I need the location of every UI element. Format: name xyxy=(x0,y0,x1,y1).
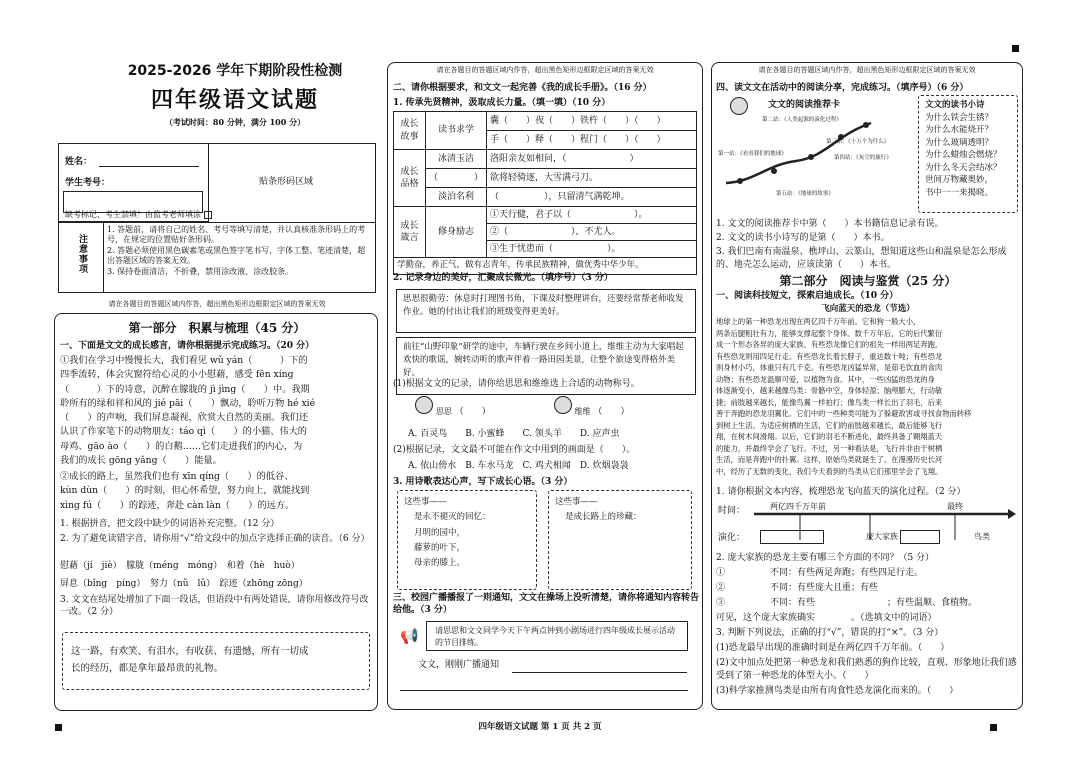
weiwei-label: 维维 xyxy=(574,407,591,416)
q5-title: 一、阅读科技短文，探索启迪成长。（10 分） xyxy=(716,291,899,301)
timeline-end: 最终 xyxy=(947,502,963,511)
evo-blank-2[interactable] xyxy=(900,530,940,544)
reply-label: 文文，刚刚广播通知 xyxy=(418,660,500,670)
evo-blank-1[interactable] xyxy=(760,530,824,544)
q5-1: 1. 请你根据文本内容，梳理恐龙飞向蓝天的演化过程。（2 分） xyxy=(716,487,966,497)
q4-3[interactable]: 3. 我们巴南有南温泉、樵坪山、云篆山，想知道这些山和温泉是怎么形成的、地壳怎么运动，应该读第（ ）本书。 xyxy=(716,247,1007,271)
subject-title: 四年级语文试题 xyxy=(150,87,319,113)
fill-poem-1[interactable]: 洛阳亲友如相问，（ ） xyxy=(487,150,697,169)
card-station-2: 第二站：《人类起源的演化过程》 xyxy=(762,117,842,123)
q2-sub3: 3. 用诗歌表达心声，写下成长心语。（3 分） xyxy=(393,477,573,487)
article-text: 地球上的第一种恐龙出现在两亿四千万年前。它和狗一般大小， 两条后腿粗壮有力，能够支撑起整个身体。数千万年后，它的后代繁衍 成一个形态各异的庞大家族。有些恐龙像它们的祖先一样用两足奔跑， 有些恐龙则用四足行走。有些恐龙长着长脖子，重达数十吨；有些恐龙 则身材小巧，体重只有几千克。有些恐龙凶猛异常，是茹毛饮血的食肉 动物；有些恐龙温顺可爱，以植物为食。其中，一些凶猛的恐龙的身 体逐渐变小，越来越像鸟类：骨骼中空，身体轻盈；脑颅膨大，行动敏 捷；前肢越来越长，能像鸟翼一样拍打；像鸟类一样长出了羽毛，后来 善于奔跑的恐龙羽翼化。它们中的一些种类可能为了躲避敌害或寻找食物而转移 到树上生活。为适应树栖的生活，它们的前肢越来越长，最后能够飞行 翔，在树木间滑翔。以后，它们的羽毛不断进化，最终具备了翱翔蓝天 的能力，并最终学会了飞行。不过，另一种看法是，飞行并非由于树栖 生活，而是奔跑中的扑翼。这样，原始鸟类就诞生了。在漫漫历史长河 中，经历了无数的变化，我们今天看到的鸟类从它们那里学会了飞翔。 xyxy=(716,317,972,476)
correction-box[interactable]: 这一路，有欢笑、有泪水，有收获、有遗憾，所有一切成 长的经历，都是拿年最昂贵的礼物。 xyxy=(62,632,370,690)
page-footer: 四年级语文试题 第 1 页 共 2 页 xyxy=(478,722,602,732)
growth-table: 成长故事 读书求学 囊（ ）夜（ ）铁杵（ ）（ ） 手（ ）释（ ）程门（ ）（ ） 成长品格 冰清玉洁 洛阳亲友如相问，（ ） （ ） 欲将轻骑逐，大雪满弓刀。 淡泊名利 （ ），只留清气满乾坤。 成长箴言 修身励志 ①天行健，君子以（ ）。 ②（ ），不尤人。 ③生于忧患而（ ）。 学勤奋，养正气，做有志青年，传承民族精神，做优秀中华少年。 xyxy=(393,111,697,275)
sisi-answer[interactable]: （ ） xyxy=(454,407,491,417)
reading-poem-box: 文文的读书小诗 为什么铁会生锈？ 为什么水能烧开？ 为什么玻璃透明？ 为什么蜡烛会燃烧？ 为什么冬天会结冰？ 世间万物藏奥妙， 书中一一来揭晓。 xyxy=(918,95,1018,213)
barcode-area: 贴条形码区域 xyxy=(259,177,314,187)
poem-box-right[interactable]: 这些事—— 是成长路上的珍藏： xyxy=(548,490,692,590)
name-label: 姓名： xyxy=(65,157,93,167)
notice-label: 注意事项 xyxy=(79,235,89,275)
q1-sub2: 2. 为了避免读错字音，请你用“√”给文段中的加点字选择正确的读音。（6 分） xyxy=(60,534,370,544)
q1-passage-1: ①我们在学习中慢慢长大，我们看见 wǔ yán（ ）下的 四季流转，体会灾窗符给心灵的小小慰藉，感受 fēn xíng （ ）下的诗意，沉醉在朦胧的 jì jìng（ ）中。我期 聆所有的绿和祥和风的 jié pāi（ ）飘动，聆听万物 hé xié （ ）的声响，我们屏息凝视，欣赏大自然的美丽。我们还 认识了作家笔下的动物朋友：táo qì（ ）的小猫、伟大的 母鸡、gāo ào（ ）的白鹅……它们走进我们的内心，为 我们的成长 gōng yǎng（ ）能量。 xyxy=(60,355,316,466)
rule-3: 3. 保持卷面清洁，不折叠，禁用涂改液、涂改胶条。 xyxy=(107,266,294,276)
reply-line-2[interactable] xyxy=(400,690,688,691)
answer-note-left: 请在各题目的答题区域内作答，超出黑色矩形边框限定区域的答案无效 xyxy=(108,300,326,308)
card-station-5: 第五站：《地球的故事》 xyxy=(776,191,834,197)
difference-2[interactable]: ② 不同：有些庞大且重；有些 xyxy=(716,583,879,593)
card-station-4: 第四站：《灰尘的旅行》 xyxy=(834,155,892,161)
q5-2: 2. 庞大家族的恐龙主要有哪三个方面的不同？（5 分） xyxy=(716,553,935,563)
card-station-3: 第三站：《十万个为什么》 xyxy=(826,139,890,145)
options-title[interactable]: A. 百灵鸟 B. 小蜜蜂 C. 领头羊 D. 应声虫 xyxy=(408,429,620,439)
exam-title: 2025-2026 学年下期阶段性检测 xyxy=(127,63,343,79)
row-label-motto: 成长箴言 xyxy=(394,207,426,258)
rule-2: 2. 答题必须使用黑色碳素笔或黑色签字笔书写，字体工整、笔迹清楚，超出答题区域的答案无效。 xyxy=(107,245,366,266)
rule-1: 1. 答题前，请将自己的姓名、考号等填写清楚，并认真核准条形码上的考号，在规定的位置贴好条形码。 xyxy=(107,225,366,245)
sisi-avatar xyxy=(415,396,433,414)
q1-passage-2: ②成长的路上，虽然我们也有 xīn qíng（ ）的低谷、 kùn dùn（ ）的时刻，但心怀希望，努力向上，就能找到 xìng fú（ ）的踪迹，奔赴 càn làn（ ）的远方。 xyxy=(60,471,310,511)
q3-title: 三、校园广播播报了一则通知，文文在操场上没听清楚，请你将通知内容转告给他。（3 分） xyxy=(393,593,700,616)
fill-quality[interactable]: （ ） xyxy=(426,169,487,188)
answer-note-mid: 请在各题目的答题区域内作答，超出黑色矩形边框限定区域的答案无效 xyxy=(436,66,654,74)
judge-1[interactable]: (1)恐龙最早出现的准确时间是在两亿四千万年前。（ ） xyxy=(716,643,950,653)
row-label-story: 成长故事 xyxy=(394,112,426,150)
part2-heading: 第二部分 阅读与鉴赏（25 分） xyxy=(779,274,957,288)
row-label-character: 成长品格 xyxy=(394,150,426,207)
fill-motto-1[interactable]: ①天行健，君子以（ ）。 xyxy=(487,207,697,224)
q2-sub2: 2. 记录身边的美好，汇聚成长微光。（填序号）（3 分） xyxy=(393,273,613,283)
q2-title: 二、请你根据要求，和文文一起完善《我的成长手册》。（16 分） xyxy=(393,83,652,93)
q5-3: 3. 判断下列说法，正确的打“√”，错误的打“×”。（3 分） xyxy=(716,628,944,638)
part1-heading: 第一部分 积累与梳理（45 分） xyxy=(128,321,306,335)
broadcast-icon: 📢 xyxy=(400,627,419,645)
fill-motto-3[interactable]: ③生于忧患而（ ）。 xyxy=(487,241,697,258)
reply-line-1[interactable] xyxy=(512,672,687,673)
q2-sub1: 1. 传承先贤精神，汲取成长力量。（填一填）（10 分） xyxy=(393,98,611,108)
pinyin-row-1[interactable]: 慰藉（jí jiè） 朦胧（méng móng） 和着（hè huò） xyxy=(60,561,300,571)
record-box-sisi: 思思很勤劳：休息时打理图书角，下课及时整理讲台，还要经常帮老师收发作业。她的付出让我们的班级变得更美好。 xyxy=(396,289,696,333)
fill-idiom-1[interactable]: 囊（ ）夜（ ）铁杵（ ）（ ） xyxy=(487,112,697,131)
difference-summary[interactable]: 可见，这个庞大家族确实 。（选填文中的词语） xyxy=(716,613,937,623)
judge-2[interactable]: (2)文中加点处把第一种恐龙和我们熟悉的狗作比较，直观、形象地让我们感受到了第一种恐龙的体型大小。（ ） xyxy=(716,658,1017,682)
weiwei-answer[interactable]: （ ） xyxy=(593,407,630,417)
evo-stage-birds: 鸟类 xyxy=(974,532,990,541)
options-scene[interactable]: A. 依山傍水 B. 车水马龙 C. 鸡犬相闻 D. 炊烟袅袅 xyxy=(408,461,629,471)
bottom-right-mark xyxy=(990,724,997,731)
pinyin-row-2[interactable]: 屏息（bǐng píng） 努力（nǔ lǔ） 踪迹（zhōng zōng） xyxy=(60,579,308,589)
q4-1[interactable]: 1. 文文的阅读推荐卡中第（ ）本书籍信息记录有误。 xyxy=(716,219,944,229)
record-box-weiwei: 前往“山野印象”研学的途中，车辆行驶在乡间小道上，维维主动为大家唱起欢快的歌谣，婉转动听的歌声伴着一路田园美景，让整个旅途变得格外美好。 xyxy=(396,337,696,395)
answer-note-right: 请在各题目的答题区域内作答，超出黑色矩形边框限定区域的答案无效 xyxy=(758,66,976,74)
q1-sub1: 1. 根据拼音，把文段中缺少的词语补充完整。（12 分） xyxy=(60,519,280,529)
article-title: 飞向蓝天的恐龙（节选） xyxy=(821,304,915,314)
sisi-label: 思思 xyxy=(435,407,452,416)
fill-idiom-2[interactable]: 手（ ）释（ ）程门（ ）（ ） xyxy=(487,131,697,150)
broadcast-box: 请思思和文文同学今天下午两点钟到小剧场进行四年级成长展示活动的节目排练。 xyxy=(426,621,688,651)
q2-a: (1)根据文文的记录，请你给思思和维维选上合适的动物称号。 xyxy=(393,379,640,389)
weiwei-avatar xyxy=(554,396,572,414)
card-title: 文文的阅读推荐卡 xyxy=(768,100,841,110)
difference-3[interactable]: ③ 不同：有些 ；有些温顺、食植物。 xyxy=(716,598,978,608)
q1-sub3: 3. 文文在结尾处增加了下面一段话，但语段中有两处错误，请你用修改符号改一改。（2 分） xyxy=(60,595,369,618)
reading-card xyxy=(716,95,914,213)
timeline-label: 时间： xyxy=(718,506,746,516)
fill-poem-2[interactable]: （ ），只留清气满乾坤。 xyxy=(487,188,697,207)
q4-title: 四、读文文在活动中的阅读分享，完成练习。（填序号）（6 分） xyxy=(716,83,969,93)
q4-2[interactable]: 2. 文文的读书小诗写的是第（ ）本书。 xyxy=(716,233,890,243)
timeline-start: 两亿四千万年前 xyxy=(770,502,826,511)
judge-3[interactable]: (3)科学家推测鸟类是由所有肉食性恐龙演化而来的。（ ） xyxy=(716,686,959,696)
poem-box-left: 这些事—— 是永不褪灭的回忆： 月明的园中， 藤萝的叶下， 母亲的膝上。 xyxy=(397,490,537,590)
student-info-box xyxy=(58,143,376,293)
fill-motto-2[interactable]: ②（ ），不尤人。 xyxy=(487,224,697,241)
evo-stage-family: 庞大家族 xyxy=(866,532,898,541)
card-station-1: 第一站：《看看我们的地球》 xyxy=(718,151,787,157)
evolution-label: 演化： xyxy=(718,533,746,543)
bottom-left-mark xyxy=(55,724,62,731)
absent-checkbox[interactable] xyxy=(204,211,212,219)
difference-1[interactable]: ① 不同：有些两足奔跑；有些四足行走。 xyxy=(716,568,924,578)
top-right-mark xyxy=(1012,45,1019,52)
q2-b: (2)根据记录，文文最不可能在作文中用到的画面是（ ）。 xyxy=(393,445,636,455)
examno-label: 学生考号： xyxy=(65,178,111,188)
name-field[interactable] xyxy=(99,166,199,167)
absent-mark-label: 缺考标记，考生禁填！由监考老师填涂 xyxy=(65,210,212,221)
exam-timing: （考试时间：80 分钟，满分 100 分） xyxy=(164,117,306,127)
q1-title: 一、下面是文文的成长感言，请你根据提示完成练习。（20 分） xyxy=(60,341,315,351)
